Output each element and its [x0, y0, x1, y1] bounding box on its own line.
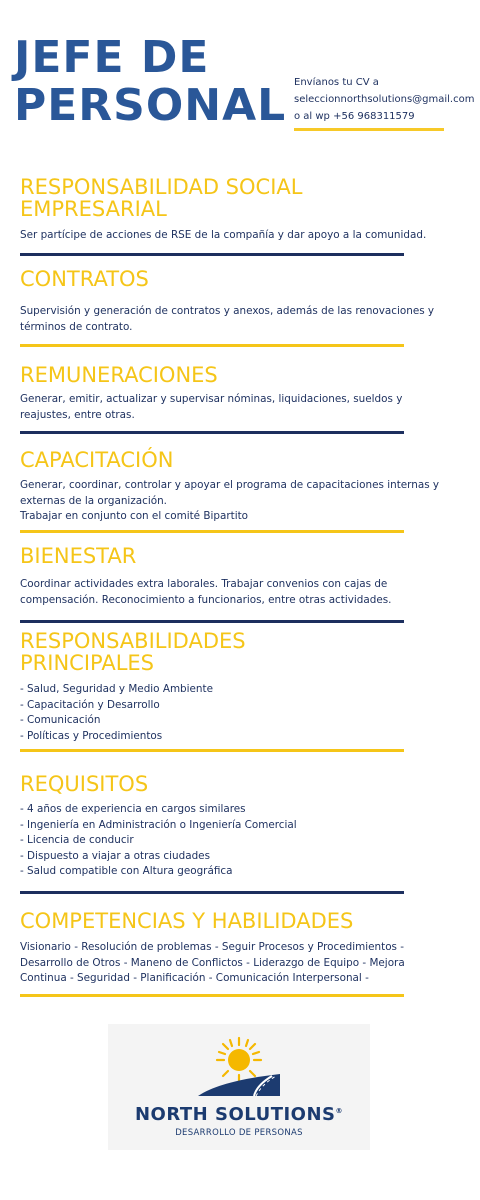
list-item: - Comunicación [20, 714, 101, 726]
section-rse-body: Ser partícipe de acciones de RSE de la compañía y dar apoyo a la comunidad. [20, 229, 427, 241]
logo-name-text: NORTH SOLUTIONS [134, 1104, 336, 1125]
section-responsabilidades-title-line-1: RESPONSABILIDADES [20, 629, 246, 653]
company-logo [108, 1024, 370, 1150]
requisitos-list [20, 802, 440, 880]
section-remuneraciones-title: REMUNERACIONES [20, 363, 218, 387]
list-item: - Salud compatible con Altura geográfica [20, 865, 233, 877]
section-rse-title [20, 176, 440, 220]
divider-yellow [20, 344, 404, 347]
section-rse [20, 176, 440, 244]
logo-tagline: DESARROLLO DE PERSONAS [175, 1128, 303, 1138]
contact-line-1: Envíanos tu CV a [294, 77, 379, 88]
section-capacitacion-title: CAPACITACIÓN [20, 448, 174, 472]
section-competencias-title: COMPETENCIAS Y HABILIDADES [20, 909, 354, 933]
section-requisitos [20, 773, 440, 880]
section-bienestar-body: Coordinar actividades extra laborales. Trabajar convenios con cajas de compensación. Reconocimiento a funcionarios, entre otras actividades. [20, 578, 392, 606]
responsabilidades-list [20, 682, 440, 744]
section-rse-title-line-2: EMPRESARIAL [20, 197, 167, 221]
title-line-2: PERSONAL [14, 80, 287, 131]
section-capacitacion-body-2: Trabajar en conjunto con el comité Bipartito [20, 510, 249, 522]
logo-company-name [108, 1104, 370, 1125]
divider-navy [20, 891, 404, 894]
section-bienestar-title: BIENESTAR [20, 544, 137, 568]
section-responsabilidades-title-line-2: PRINCIPALES [20, 651, 154, 675]
contact-phone[interactable]: o al wp +56 968311579 [294, 111, 415, 122]
list-item: - Licencia de conducir [20, 834, 134, 846]
divider-yellow [20, 749, 404, 752]
section-remuneraciones [20, 364, 440, 423]
section-contratos-body: Supervisión y generación de contratos y anexos, además de las renovaciones y términos de contrato. [20, 305, 435, 333]
contact-divider [294, 128, 444, 131]
section-contratos-title: CONTRATOS [20, 267, 149, 291]
section-capacitacion-body: Generar, coordinar, controlar y apoyar el programa de capacitaciones internas y externas de la organización. [20, 479, 440, 507]
section-rse-title-line-1: RESPONSABILIDAD SOCIAL [20, 175, 303, 199]
title-line-1: JEFE DE [14, 32, 210, 83]
sun-over-road-icon [196, 1034, 282, 1102]
list-item: - Dispuesto a viajar a otras ciudades [20, 849, 210, 862]
section-competencias-body: Visionario - Resolución de problemas - Seguir Procesos y Procedimientos - Desarrollo de Otros - Maneno de Conflictos - Liderazgo de Equipo - Mejora Continua - Seguridad - Planificación - Comunicación Interpersonal - [20, 941, 405, 984]
section-bienestar [20, 545, 440, 608]
divider-navy [20, 253, 404, 256]
section-responsabilidades-title [20, 630, 440, 674]
list-item: - Salud, Seguridad y Medio Ambiente [20, 683, 213, 695]
page-title [14, 34, 294, 130]
list-item: - Capacitación y Desarrollo [20, 698, 160, 711]
section-requisitos-title: REQUISITOS [20, 772, 149, 796]
divider-yellow [20, 994, 404, 997]
list-item: - Políticas y Procedimientos [20, 729, 163, 742]
divider-navy [20, 620, 404, 623]
section-responsabilidades [20, 630, 440, 744]
logo-registered-mark: ® [335, 1107, 344, 1115]
divider-yellow [20, 530, 404, 533]
section-remuneraciones-body: Generar, emitir, actualizar y supervisar nóminas, liquidaciones, sueldos y reajustes, entre otras. [20, 393, 403, 421]
section-competencias [20, 910, 440, 987]
list-item: - Ingeniería en Administración o Ingeniería Comercial [20, 818, 297, 831]
contact-email[interactable]: seleccionnorthsolutions@gmail.com [294, 94, 475, 105]
section-capacitacion [20, 449, 440, 525]
contact-info [294, 74, 474, 125]
list-item: - 4 años de experiencia en cargos similares [20, 803, 246, 815]
divider-navy [20, 431, 404, 434]
section-contratos [20, 268, 440, 335]
